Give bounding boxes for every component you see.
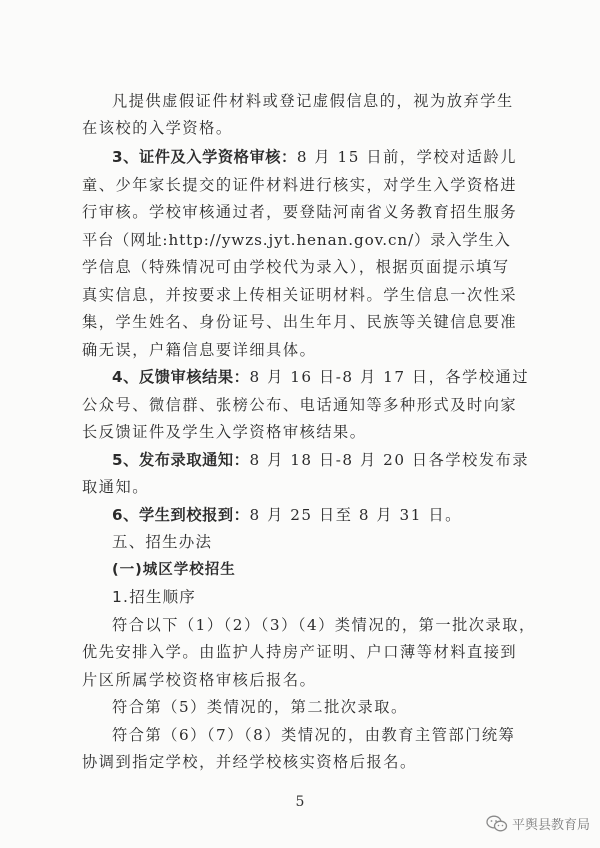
paragraph-line: 优先安排入学。由监护人持房产证明、户口薄等材料直接到 (82, 643, 518, 661)
paragraph-line: 协调到指定学校，并经学校核实资格后报名。 (82, 753, 417, 771)
paragraph-line: 学信息（特殊情况可由学校代为录入），根据页面提示填写 (82, 258, 510, 276)
section-6-line (112, 504, 462, 526)
paragraph-line: 片区所属学校资格审核后报名。 (82, 671, 317, 689)
paragraph-line: 在该校的入学资格。 (82, 119, 233, 137)
section-4-title: 、反馈审核结果： (123, 368, 250, 386)
section-3-number: 3 (112, 148, 124, 166)
section-3-text: 8 月 15 日前，学校对适龄儿 (296, 148, 517, 166)
section-5-text: 8 月 18 日-8 月 20 日各学校发布录 (249, 451, 530, 469)
section-heading: 五、招生办法 (112, 533, 213, 551)
paragraph-line: 符合第（6）（7）（8）类情况的，由教育主管部门统筹 (112, 726, 516, 744)
page-number: 5 (295, 794, 305, 810)
section-3-line (112, 146, 517, 168)
paragraph-line: 集，学生姓名、身份证号、出生年月、民族等关键信息要准 (82, 313, 518, 331)
section-4-number: 4 (112, 368, 124, 386)
paragraph-line: 平台（网址:http://ywzs.jyt.henan.gov.cn/）录入学生入 (82, 231, 511, 249)
section-6-number: 6 (112, 506, 124, 524)
section-6-title: 、学生到校报到： (123, 506, 250, 524)
paragraph-line: 确无误，户籍信息要详细具体。 (82, 341, 317, 359)
wechat-icon (486, 815, 508, 833)
watermark-text: 平舆县教育局 (511, 818, 590, 833)
section-6-text: 8 月 25 日至 8 月 31 日。 (249, 506, 462, 524)
section-3-title: 、证件及入学资格审核： (123, 148, 297, 166)
subsection-heading: (一)城区学校招生 (112, 562, 236, 578)
section-5-line (112, 449, 529, 471)
section-4-line (112, 366, 529, 388)
section-5-title: 、发布录取通知： (123, 451, 250, 469)
paragraph-line: 真实信息，并按要求上传相关证明材料。学生信息一次性采 (82, 286, 518, 304)
paragraph-line: 凡提供虚假证件材料或登记虚假信息的，视为放弃学生 (112, 92, 514, 110)
paragraph-line: 符合第（5）类情况的，第二批次录取。 (112, 698, 408, 716)
paragraph-line: 符合以下（1）（2）（3）（4）类情况的，第一批次录取， (112, 616, 536, 634)
paragraph-line: 童、少年家长提交的证件材料进行核实，对学生入学资格进 (82, 176, 518, 194)
paragraph-line: 公众号、微信群、张榜公布、电话通知等多种形式及时向家 (82, 396, 518, 414)
section-4-text: 8 月 16 日-8 月 17 日，各学校通过 (249, 368, 530, 386)
paragraph-line: 长反馈证件及学生入学资格审核结果。 (82, 423, 367, 441)
section-5-number: 5 (112, 451, 124, 469)
subsubsection-heading: 1.招生顺序 (112, 588, 196, 606)
watermark (486, 814, 590, 833)
paragraph-line: 取通知。 (82, 478, 149, 496)
paragraph-line: 行审核。学校审核通过者，要登陆河南省义务教育招生服务 (82, 203, 518, 221)
